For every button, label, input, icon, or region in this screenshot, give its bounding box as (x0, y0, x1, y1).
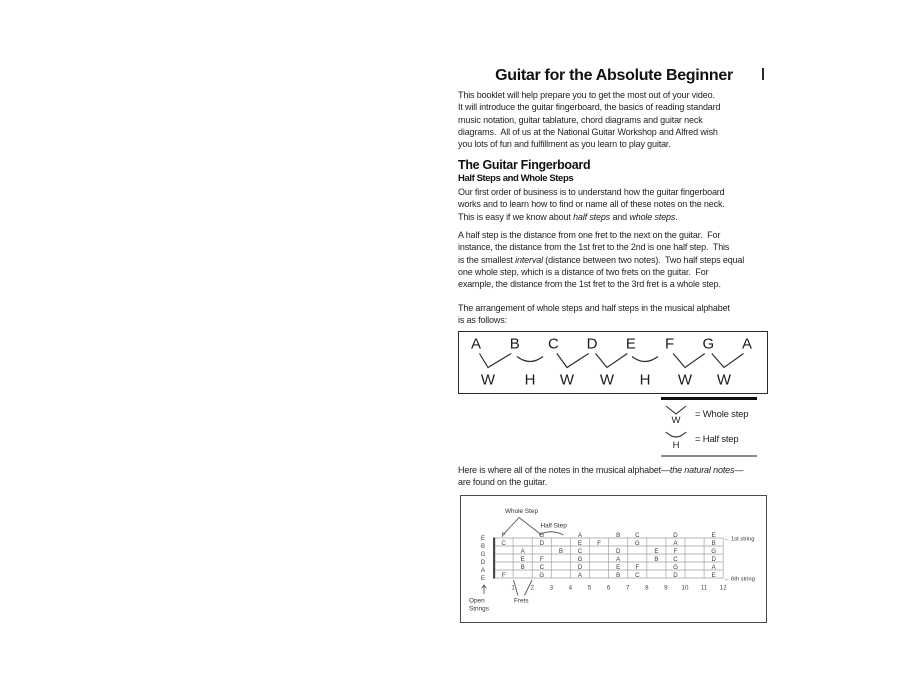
note-label: A (577, 572, 583, 579)
note-label: D (711, 556, 716, 563)
step-legend (661, 397, 757, 457)
note-label: F (501, 572, 506, 579)
half-step-arc-icon (665, 430, 687, 440)
text-line (458, 211, 725, 223)
fret-number: 1 (511, 584, 515, 592)
fret-number: 12 (719, 584, 727, 592)
frets-label: Frets (514, 597, 529, 605)
note-letter: A (741, 335, 753, 353)
text-run: (distance between two notes). Two half steps equal (542, 254, 745, 265)
fretboard-diagram (460, 495, 767, 623)
first-string-label: 1st string (731, 536, 755, 543)
text-run: and (610, 211, 630, 222)
note-label: G (634, 540, 640, 547)
text-run-italic: the natural notes (669, 465, 735, 475)
whole-step-symbol (661, 405, 691, 425)
whole-step-annotation-label: Whole Step (505, 508, 539, 515)
note-label: D (673, 572, 678, 579)
intro-paragraph (458, 89, 720, 150)
text-line: example, the distance from the 1st fret to the 3rd fret is a whole step. (458, 279, 721, 290)
note-label: G (539, 532, 545, 539)
note-label: A (616, 556, 621, 563)
whole-step-connector (596, 354, 628, 368)
note-label: F (501, 532, 506, 539)
note-label: C (673, 556, 678, 563)
note-label: D (673, 532, 678, 539)
open-string-label: E (480, 575, 486, 583)
note-label: B (520, 564, 525, 571)
step-letter: W (677, 371, 693, 389)
text-run: . (675, 211, 678, 222)
text-line: Our first order of business is to understand how the guitar fingerboard (458, 187, 725, 197)
text-line (458, 464, 743, 476)
page-title: Guitar for the Absolute Beginner (495, 67, 733, 84)
half-step-connector (517, 357, 543, 362)
whole-step-legend-label: = Whole step (695, 409, 749, 420)
left-arrow-icon: ← (724, 536, 730, 543)
step-letter: H (524, 371, 536, 389)
fret-number: 9 (664, 584, 668, 592)
fret-number: 3 (549, 584, 554, 592)
note-label: D (615, 548, 621, 555)
text-line: diagrams. All of us at the National Guitar Workshop and Alfred wish (458, 126, 718, 137)
fret-number: 6 (606, 584, 611, 592)
half-step-symbol (661, 430, 691, 450)
half-step-annotation-label: Half Step (540, 522, 567, 530)
note-label: B (711, 540, 716, 547)
text-run: Here is where all of the notes in the musical alphabet— (458, 465, 670, 475)
note-letter: E (625, 335, 636, 353)
note-label: A (577, 532, 583, 539)
note-label: F (597, 540, 601, 547)
sixth-string-label: 6th string (731, 576, 755, 583)
note-label: G (539, 572, 545, 579)
text-run-italic: whole steps (629, 211, 676, 222)
text-run: is the smallest (458, 254, 516, 265)
whole-step-symbol-letter: W (671, 414, 681, 426)
fingerboard-paragraph (458, 186, 725, 223)
text-line: A half step is the distance from one fret to the next on the guitar. For (458, 230, 721, 240)
note-label: A (520, 548, 525, 555)
note-label: C (577, 548, 583, 555)
text-line: instance, the distance from the 1st fret to the 2nd is one half step. This (458, 242, 730, 253)
note-label: F (673, 548, 678, 555)
fret-number: 8 (645, 584, 649, 592)
note-letter: A (470, 335, 482, 353)
note-label: C (539, 564, 545, 571)
nut (493, 538, 495, 579)
whole-step-connector (557, 354, 589, 368)
text-line: The arrangement of whole steps and half steps in the musical alphabet (458, 303, 730, 313)
note-label: E (577, 540, 583, 547)
step-letter: W (716, 371, 732, 389)
note-label: E (711, 572, 716, 579)
note-label: B (654, 556, 659, 563)
text-run-italic: half steps (573, 211, 611, 222)
left-arrow-icon: ← (724, 576, 730, 583)
note-label: B (616, 572, 621, 579)
text-run: — (734, 465, 744, 475)
fret-number: 10 (681, 584, 689, 592)
legend-half-step-row (661, 430, 757, 450)
note-letter: G (702, 335, 715, 353)
note-label: G (711, 548, 717, 555)
note-label: E (520, 556, 525, 563)
note-letter: C (547, 335, 559, 353)
note-label: E (654, 548, 659, 555)
text-line: one whole step, which is a distance of two frets on the guitar. For (458, 266, 709, 277)
open-string-label: A (480, 567, 486, 575)
whole-step-connector (480, 354, 512, 368)
note-label: B (558, 548, 563, 555)
note-label: G (673, 564, 678, 571)
note-letter: B (509, 335, 520, 353)
text-line: It will introduce the guitar fingerboard, the basics of reading standard (458, 102, 721, 113)
fret-number: 4 (568, 584, 573, 592)
text-line: is as follows: (458, 315, 507, 326)
note-label: A (711, 564, 716, 571)
alphabet-diagram-graphic (459, 332, 765, 391)
fret-number: 11 (700, 584, 708, 592)
text-line: you lots of fun and fulfillment as you learn to play guitar. (458, 139, 671, 150)
alphabet-diagram (458, 331, 768, 394)
up-arrow-icon (482, 585, 487, 594)
legend-top-rule (661, 397, 757, 400)
note-label: C (635, 532, 640, 539)
note-label: A (673, 540, 678, 547)
natural-notes-paragraph (458, 464, 743, 489)
step-letter: W (599, 371, 615, 389)
edge-tick-mark (762, 68, 764, 80)
half-step-paragraph (458, 229, 744, 290)
text-run-italic: interval (515, 254, 543, 265)
fret-number: 7 (625, 584, 630, 592)
step-letter: W (559, 371, 575, 389)
note-label: C (635, 572, 640, 579)
half-step-connector (632, 357, 658, 362)
fretboard-graphic (461, 496, 765, 621)
note-label: G (577, 556, 583, 563)
text-run: This is easy if we know about (458, 211, 574, 222)
fret-number: 2 (530, 584, 534, 592)
text-line (458, 254, 744, 266)
legend-whole-step-row (661, 405, 757, 425)
note-label: F (539, 556, 544, 563)
note-label: E (616, 564, 621, 571)
step-letter: W (480, 371, 496, 389)
text-line: are found on the guitar. (458, 477, 547, 488)
arrangement-paragraph (458, 302, 730, 327)
note-letter: D (586, 335, 598, 353)
text-line: works and to learn how to find or name all of these notes on the neck. (458, 199, 725, 210)
step-letter: H (639, 371, 651, 389)
open-string-label: D (480, 559, 486, 567)
frets-pointer-lines (514, 580, 533, 596)
open-string-label: B (480, 543, 486, 551)
open-string-label: G (480, 551, 486, 559)
note-label: D (539, 540, 545, 547)
note-label: C (501, 540, 506, 547)
note-letter: F (665, 335, 675, 353)
section-heading: The Guitar Fingerboard (458, 158, 591, 172)
legend-bottom-rule (661, 455, 757, 457)
note-label: E (711, 532, 716, 539)
open-strings-label-line1: Open (469, 597, 485, 605)
whole-step-connector (712, 354, 744, 368)
whole-step-v-icon (665, 405, 687, 415)
text-line: This booklet will help prepare you to get the most out of your video. (458, 90, 715, 100)
open-strings-label-line2: Strings (469, 605, 489, 613)
note-label: D (577, 564, 583, 571)
open-string-label: E (480, 535, 486, 543)
half-step-legend-label: = Half step (695, 434, 739, 445)
note-label: B (616, 532, 621, 539)
section-subheading: Half Steps and Whole Steps (458, 173, 574, 184)
text-line: music notation, guitar tablature, chord diagrams and guitar neck (458, 114, 703, 125)
fret-number: 5 (587, 584, 592, 592)
whole-step-connector (673, 354, 705, 368)
half-step-symbol-letter: H (672, 439, 680, 451)
whole-step-pointer (503, 518, 542, 536)
note-label: F (635, 564, 640, 571)
